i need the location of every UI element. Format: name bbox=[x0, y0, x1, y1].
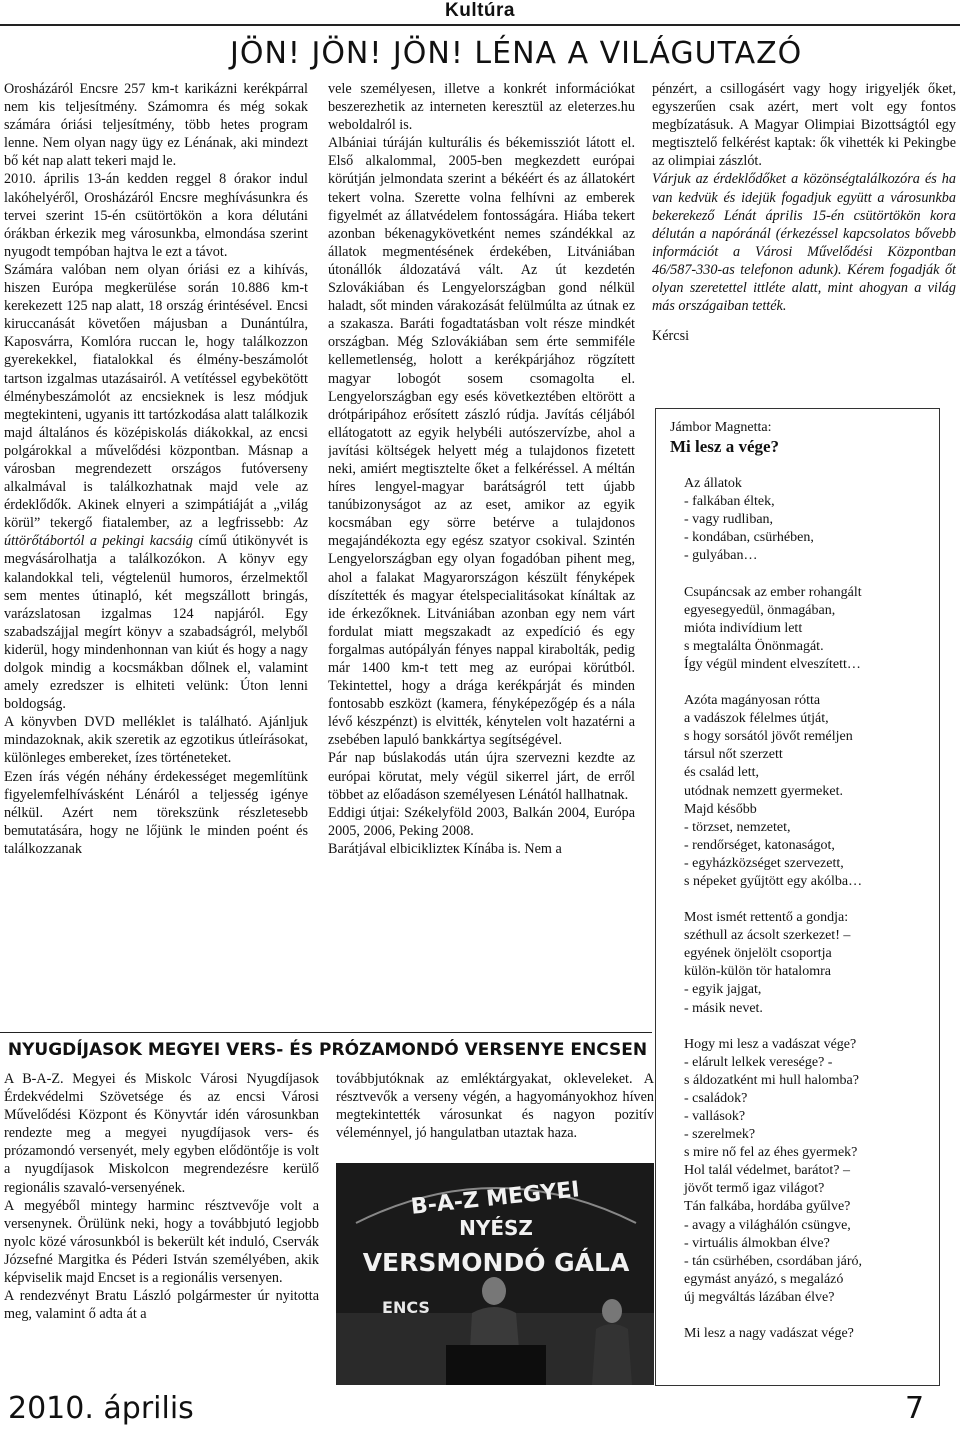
paragraph: Eddigi útjai: Székelyföld 2003, Balkán 2004, Európa 2005, 2006, Peking 2008. bbox=[328, 804, 635, 839]
poem-line: jövőt termő igaz világot? bbox=[684, 1181, 825, 1197]
event-photo-graphic bbox=[336, 1163, 654, 1385]
poem-box bbox=[655, 408, 940, 1386]
section-divider bbox=[0, 1032, 652, 1033]
poem-line: - családok? bbox=[684, 1090, 748, 1106]
poem-line: s áldozatként mi hull halomba? bbox=[684, 1072, 859, 1088]
poem-line: - avagy a világhálón csüngve, bbox=[684, 1217, 851, 1233]
article2-column-2 bbox=[336, 1070, 654, 1160]
author-byline: Kércsi bbox=[652, 328, 690, 345]
article1-column-3 bbox=[652, 80, 956, 400]
paragraph: pénzért, a csillogásért vagy hogy irigyeljék őket, egyszerűen csak azért, mert volt egy fontos megbízatásuk. A Magyar Olimpiai Bizottságtól egy megtisztelő felkérést kaptak: ők vihették ki Pekingbe az olimpiai zászlót. bbox=[652, 81, 956, 170]
poem-line: - szerelmek? bbox=[684, 1127, 756, 1143]
article2-banner: NYUGDÍJASOK MEGYEI VERS- ÉS PRÓZAMONDÓ VERSENYE ENCSEN bbox=[7, 1040, 648, 1060]
poem-stanza bbox=[670, 1036, 929, 1307]
poem-line: - másik nevet. bbox=[684, 1000, 763, 1016]
poem-line: egyének önjelölt csoportja bbox=[684, 946, 832, 962]
speaker-head bbox=[482, 1277, 506, 1305]
issue-date: 2010. április bbox=[8, 1391, 194, 1426]
poem-line: - tán csürhében, csordában járó, bbox=[684, 1253, 863, 1269]
photo-banner-line: ENCS bbox=[382, 1298, 430, 1317]
poem-line: és család lett, bbox=[684, 765, 760, 781]
poem-line: külön-külön tör hatalomra bbox=[684, 964, 831, 980]
poem-author: Jámbor Magnetta: bbox=[670, 420, 772, 435]
paragraph: Barátjával elbiciklizteк Kínába is. Nem a bbox=[328, 840, 562, 857]
article2-column-1 bbox=[4, 1070, 319, 1390]
poem-line: utódnak nemzett gyermeket. bbox=[684, 783, 843, 799]
poem-line: s megtalálta Önönmagát. bbox=[684, 638, 824, 654]
lectern bbox=[446, 1345, 546, 1385]
poem-line: - rendőrséget, katonaságot, bbox=[684, 837, 835, 853]
poem-line: s mire nő fel az éhes gyermek? bbox=[684, 1145, 858, 1161]
poem-line: - falkában éltek, bbox=[684, 494, 775, 510]
section-tag: Kultúra bbox=[445, 0, 515, 21]
poem-line: Hol talál védelmet, barátot? – bbox=[684, 1163, 850, 1179]
poem-line: s hogy sorsától jövőt reméljen bbox=[684, 729, 853, 745]
poem-line: egymást anyázó, s megalázó bbox=[684, 1271, 844, 1287]
person-head bbox=[602, 1299, 622, 1323]
poem-line: - virtuális álmokban élve? bbox=[684, 1235, 830, 1251]
poem-line: Majd később bbox=[684, 801, 757, 817]
poem-line: - gulyában… bbox=[684, 548, 758, 564]
poem-line: új megváltás lázában élve? bbox=[684, 1289, 835, 1305]
paragraph: Számára valóban nem olyan óriási ez a kihívás, hiszen Európa megkerülése során 10.886 km-t kerekezett 125 nap alatt, 18 ország érintésével. Encsi kiruccanását követően májusban a Dunántúlra, Kaposvárra, Komlóra ruccan le, hogy találkozzon gyerekekkel, fiatalokkal és élmény-beszámolót tartson izgalmas utazásairól. A vetítéssel egybekötött élménybeszámolót az encsieknek is lesz módjuk megtekinteni, ugyanis itt tartózkodása alatt találkozik majd általános és középiskolás diákokkal, az encsi polgárokkal a művelődési központban. Másnap a városban megrendezett országos futóverseny alkalmával is találkozhatnak majd vele az érdeklődők. Akinek elnyeri a szimpátiáját a „világ körül” tekergő fiatalember, az a legfrissebb: Az úttörőtábortól a pekingi kacsáig című útikönyvét is megvásárolhatja a találkozókon. A könyv egy kalandokkal teli, végtelenül humoros, érzelmektől sem mentes útinapló, két megszállott bringás, varázslatosan izgalmas 124 napjáról. Egy szabadszájjal megírt könyv a szabadságról, melyből kiderül, hogy mindenhonnan van kiút és hogy a nagy dolgok mindig a kocsmákban dőlnek el, valamint amely ezredszer is elhiteti velünk: Úton lenni boldogság. bbox=[4, 261, 308, 713]
article1-column-1 bbox=[4, 80, 308, 1030]
poem-line: Most ismét rettentő a gondja: bbox=[684, 910, 849, 926]
photo-banner-line: VERSMONDÓ GÁLA bbox=[362, 1248, 630, 1277]
poem-stanza bbox=[670, 1325, 929, 1343]
poem-line: - egyik jajgat, bbox=[684, 982, 762, 998]
poem-line: Azóta magányosan rótta bbox=[684, 693, 821, 709]
poem-stanza bbox=[670, 584, 929, 674]
poem-line: a vadászok félelmes útját, bbox=[684, 711, 829, 727]
poem-line: egyesegyedül, önmagában, bbox=[684, 602, 836, 618]
photo-banner-line: NYÉSZ bbox=[459, 1216, 533, 1240]
poem-line: - törzset, nemzetet, bbox=[684, 819, 791, 835]
poem-line: Tán falkába, hordába gyűlve? bbox=[684, 1199, 851, 1215]
poem-line: - elárult lelkek veresége? - bbox=[684, 1054, 833, 1070]
poem-line: - vagy rudliban, bbox=[684, 512, 774, 528]
poem-line: Csupáncsak az ember rohangált bbox=[684, 584, 862, 600]
paragraph: 2010. április 13-án kedden reggel 8 órakor indul lakóhelyéről, Orosházáról Encsre meghívásunkra és tervei szerint 15-én csütörtökön a kora délutáni órákban érkezik meg városunkba, elmondása szerint nyugodt tempóban hajtva le ezt a távot. bbox=[4, 171, 308, 260]
event-photo bbox=[336, 1163, 654, 1385]
person-body bbox=[592, 1324, 632, 1385]
poem-line: s népeket gyűjtött egy akólba… bbox=[684, 873, 863, 889]
poem-line: mióta indivídium lett bbox=[684, 620, 803, 636]
paragraph: Albániai túráján kulturális és békemissziót látott el. Első alkalommal, 2005-ben megkezdett európai körútján jelmondata szerint a békéért és az állatokért tekert volna. Szerette volna felhívni az emberek figyelmét az állatvédelem fontosságára. Hiába tekert azonban békenagykövetként nemes szándékkal az állatok megmentésének érdekében, Litvániában útonállók áldozatává vált. Az út kezdetén Szlovákiában és Lengyelországban gond nélkül haladt, sőt minden várakozását felülmúlta az útnak ez a szakasza. Baráti fogadtatásban volt része mindkét országban. Még Szlovákiában sem érte semmiféle kellemetlenség, holott a kerékpárjához rögzített magyar lobogót sosem csomagolta el. Lengyelországban egy esés következtében eltörött a drótpáripához erősített zászló rúdja. Javítás céljából ellátogatott az egyik helybéli autószervízbe, ahol a javítási költségek helyett még a tulajdonos fizetett neki, amiért megtisztelte őket a felkéréssel. A méltán híres lengyel-magyar barátságról tett újabb tanúbizonyságot az az eset, amikor az egyik kocsmában egy sörre betérve a tulajdonos megajándékozta egy egész szatyor csokival. Szintén Lengyelországban egy olyan fogadóban pihent meg, ahol a falakat Magyarországon készült fényképek díszítették és magyar ételspecialitásokat kínáltak az ide érkezőknek. Litvániában azonban egy nem várt fordulat miatt megszakadt az expedíció és egy forgalmas autópályán fényes nappal kirabolták, pedig már 1400 km-t tett meg az európai körútból. Tekintettel, hogy a drága kerékpárját és minden fontosabb eszközt (kamera, fényképezőgép és a nála lévő készpénzt) is elvitték, kénytelen volt hazatérni a zsebében lapuló bankkártya segítségével. bbox=[328, 135, 635, 749]
photo-banner-line: B-A-Z MEGYEI bbox=[409, 1177, 581, 1220]
poem-line: Mi lesz a nagy vadászat vége? bbox=[684, 1326, 854, 1342]
paragraph: A könyvben DVD melléklet is található. Ajánljuk mindazoknak, akik szeretik az egzotikus útleírásokat, különleges embereket, ízes történeteket. bbox=[4, 714, 308, 767]
poem-line: széthull az ácsolt szerkezet! – bbox=[684, 928, 851, 944]
paragraph: vele személyesen, illetve a konkrét információkat beszerezhetik az interneten keresztül az eleterzes.hu weboldalról is. bbox=[328, 81, 635, 134]
poem-line: - vallások? bbox=[684, 1109, 746, 1124]
paragraph: továbbjutóknak az emléktárgyakat, okleveleket. A résztvevők a verseny végén, a hagyományokhoz híven megtekintették városunkat és nagyon pozitív véleménnyel, jó hangulatban utaztak haza. bbox=[336, 1071, 654, 1142]
poem-line: Így végül mindent elveszített… bbox=[684, 656, 861, 672]
paragraph: Pár nap búslakodás után újra szervezni kezdte az európai körutat, mely végül sikerrel járt, de erről többet az előadáson személyesen Lénától hallhatnak. bbox=[328, 750, 635, 803]
event-notice: Várjuk az érdeklődőket a közönségtalálkozóra és ha van kedvük és idejük fogadjuk együtt a városunkba bekerekező Lénát április 15-én csütörtökön kora délután a napóránál (érkezéssel kapcsolatos bővebb információt a Városi Művelődési Központban 46/587-330-as telefonon adunk). Kérem fogadják őt olyan szeretettel ittléte alatt, mint ahogyan a világ más országaiban tették. bbox=[652, 171, 956, 315]
poem-line: - kondában, csürhében, bbox=[684, 530, 814, 546]
poem-line: Hogy mi lesz a vadászat vége? bbox=[684, 1036, 857, 1052]
book-title: Az úttörőtábortól a pekingi kacsáig bbox=[4, 515, 308, 550]
poem-stanza bbox=[670, 475, 929, 565]
poem-line: Az állatok bbox=[684, 476, 742, 492]
paragraph: A B-A-Z. Megyei és Miskolc Városi Nyugdíjasok Érdekvédelmi Szövetsége és az encsi Városi Művelődési Központ és Könyvtár idén városunkban rendezte meg a megyei nyugdíjasok vers- és prózamondó versenyét, mely egyben elődöntője is volt a nyugdíjasok Miskolcon megrendezésre kerülő regionális szavaló-versenyének. bbox=[4, 1071, 319, 1196]
article-title: JÖN! JÖN! JÖN! LÉNA A VILÁGUTAZÓ bbox=[230, 36, 803, 71]
paragraph: Orosházáról Encsre 257 km-t karikázni kerékpárral nem kis teljesítmény. Számomra és még sokak számára óriási teljesítmény, több hetes program lenne. Nem olyan nagy ügy ez Lénának, aki mindezt bő két nap alatt tekeri majd le. bbox=[4, 81, 308, 170]
paragraph: Ezen írás végén néhány érdekességet megemlítünk figyelemfelhívásként Lénáról a teljesség igénye nélkül. Azért nem törekszünk részletesebb bemutatására, hogy ne lőjünk le minden poént és találkozzanak bbox=[4, 768, 308, 857]
paragraph: A megyéből mintegy harminc résztvevője volt a versenynek. Örülünk neki, hogy a továbbjutó legjobb nyolc közé városunkból is bekerült két induló, Cservák Józsefné Margitka és Péderi István személyében, akik képviselik majd Encset is a regionális versenyen. bbox=[4, 1197, 319, 1287]
paragraph: A rendezvényt Bratu László polgármester úr nyitotta meg, valamint ő adta át a bbox=[4, 1288, 319, 1323]
poem-line: - egyházközséget szervezett, bbox=[684, 855, 844, 871]
poem-title: Mi lesz a vége? bbox=[670, 437, 780, 457]
poem-stanza bbox=[670, 909, 929, 1018]
poem-stanzas bbox=[670, 475, 929, 1343]
article1-column-2 bbox=[328, 80, 635, 1030]
poem-line: társul nőt szerzett bbox=[684, 747, 783, 763]
poem-stanza bbox=[670, 692, 929, 891]
page-number: 7 bbox=[905, 1391, 925, 1426]
header-rule bbox=[0, 24, 960, 26]
